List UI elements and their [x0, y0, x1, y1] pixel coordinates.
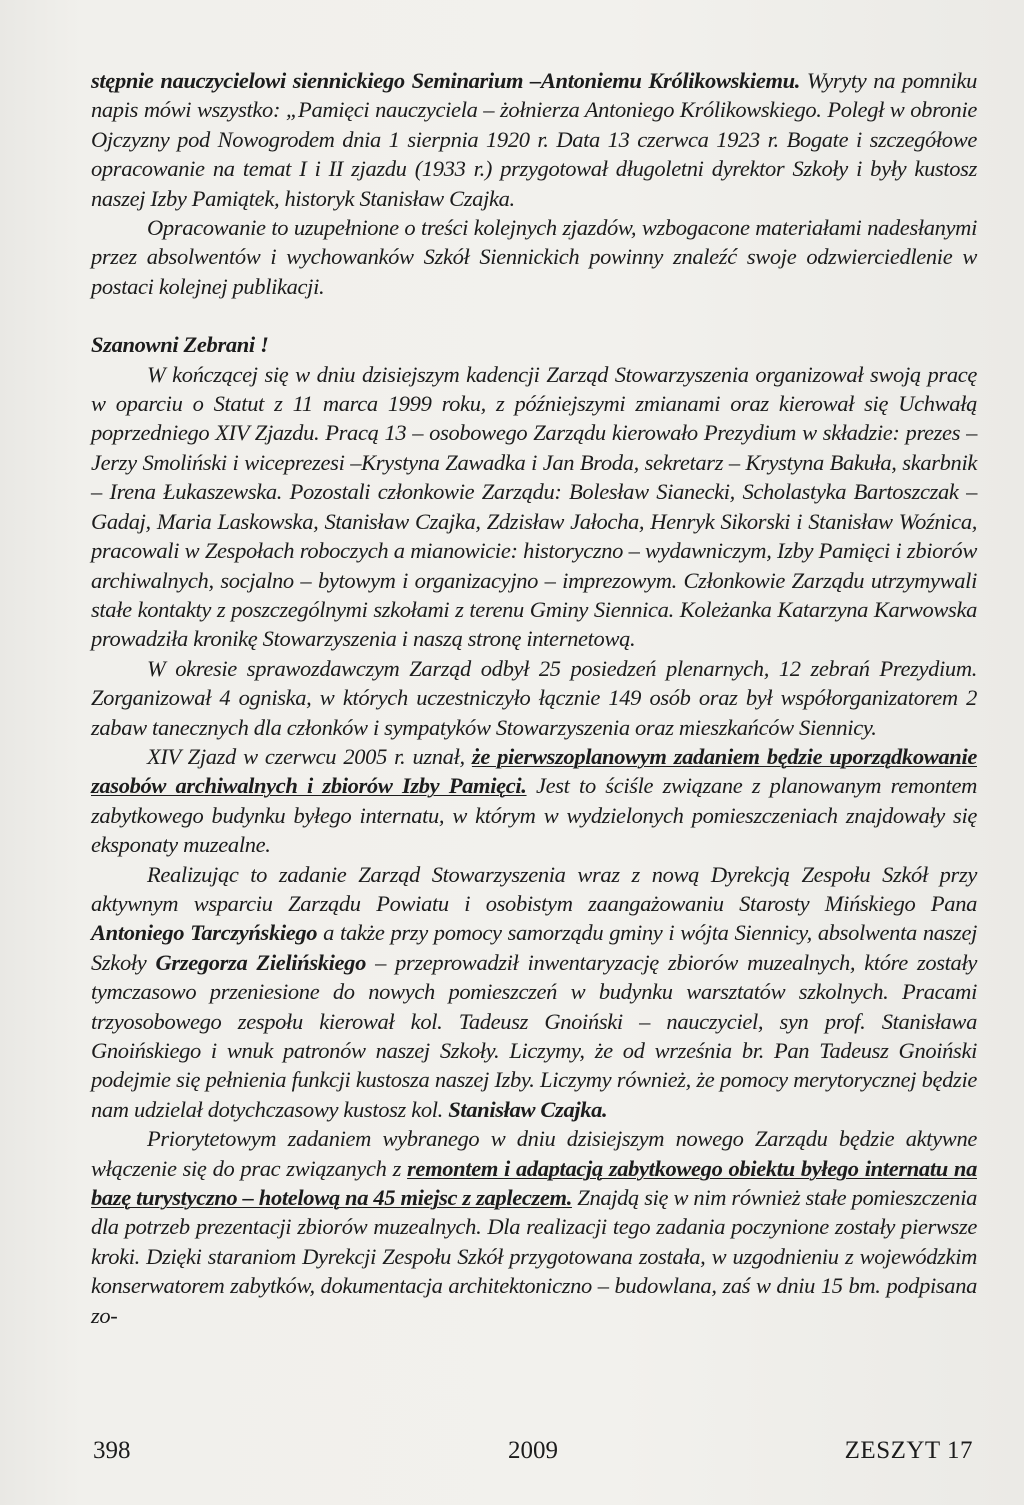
paragraph-p2: [91, 213, 977, 301]
paragraph-p1: [91, 66, 977, 213]
text-run: Realizując to zadanie Zarząd Stowarzyszenia wraz z nową Dyrekcją Zespołu Szkół przy aktywnym wsparciu Zarządu Powiatu i osobistym zaangażowaniu Starosty Mińskiego Pana: [91, 861, 977, 916]
paragraph-p8: [91, 1124, 977, 1330]
paragraph-p5: [91, 654, 977, 742]
footer-year: 2009: [508, 1437, 558, 1464]
paragraph-p7: [91, 860, 977, 1125]
text-run: Priorytetowym zadaniem wybranego w dniu dzisiejszym nowego Zarządu będzie aktywne włączenie się do prac związanych z: [91, 1126, 977, 1181]
bold-text-run: Stanisław Czajka.: [448, 1096, 608, 1122]
paragraph-p4: [91, 360, 977, 654]
page-number: 398: [93, 1437, 131, 1464]
bold-underlined-text-run: że pierwszoplanowym zadaniem będzie uporządkowanie zasobów archiwalnych i zbiorów Izby Pamięci.: [91, 743, 977, 799]
bold-text-run: Grzegorza Zielińskiego: [155, 949, 366, 975]
bold-underlined-text-run: remontem i adaptacją zabytkowego obiektu byłego internatu na bazę turystyczno – hotelową na 45 miejsc z zapleczem.: [91, 1155, 977, 1211]
text-run: W okresie sprawozdawczym Zarząd odbył 25 posiedzeń plenarnych, 12 zebrań Prezydium. Zorganizował 4 ogniska, w których uczestniczyło łącznie 149 osób oraz był współorganizatorem 2 zabaw tanecznych dla członków i sympatyków Stowarzyszenia oraz mieszkańców Siennicy.: [91, 655, 977, 740]
text-run: Jest to ściśle związane z planowanym remontem zabytkowego budynku byłego internatu, w którym w wydzielonych pomieszczeniach znajdowały się eksponaty muzealne.: [91, 773, 977, 858]
text-run: XIV Zjazd w czerwcu 2005 r. uznał,: [147, 743, 472, 769]
text-run: W kończącej się w dniu dzisiejszym kadencji Zarząd Stowarzyszenia organizował swoją pracę w oparciu o Statut z 11 marca 1999 roku, z późniejszymi zmianami oraz kierował się Uchwałą poprzedniego XIV Zjazdu. Pracą 13 – osobowego Zarządu kierowało Prezydium w składzie: prezes – Jerzy Smoliński i wiceprezesi –Krystyna Zawadka i Jan Broda, sekretarz – Krystyna Bakuła, skarbnik – Irena Łukaszewska. Pozostali członkowie Zarządu: Bolesław Sianecki, Scholastyka Bartoszczak – Gadaj, Maria Laskowska, Stanisław Czajka, Zdzisław Jałocha, Henryk Sikorski i Stanisław Woźnica, pracowali w Zespołach roboczych a mianowicie: historyczno – wydawniczym, Izby Pamięci i zbiorów archiwalnych, socjalno – bytowym i organizacyjno – imprezowym. Członkowie Zarządu utrzymywali stałe kontakty z poszczególnymi szkołami z terenu Gminy Siennica. Koleżanka Katarzyna Karwowska prowadziła kronikę Stowarzyszenia i naszą stronę internetową.: [91, 361, 977, 652]
page-footer: [93, 1437, 973, 1471]
text-run: a także przy pomocy samorządu gminy i wójta Siennicy, absolwenta naszej Szkoły: [91, 920, 977, 975]
footer-series: ZESZYT 17: [844, 1437, 973, 1464]
body-text: [91, 66, 977, 1330]
text-run: Opracowanie to uzupełnione o treści kolejnych zjazdów, wzbogacone materiałami nadesłanymi przez absolwentów i wychowanków Szkół Siennickich powinny znaleźć swoje odzwierciedlenie w postaci kolejnej publikacji.: [91, 215, 977, 299]
bold-text-run: Antoniego Tarczyńskiego: [91, 920, 318, 946]
text-run: Wyryty na pomniku napis mówi wszystko: „Pamięci nauczyciela – żołnierza Antoniego Królikowskiego. Poległ w obronie Ojczyzny pod Nowogrodem dnia 1 sierpnia 1920 r. Data 13 czerwca 1923 r. Bogate i szczegółowe opracowanie na temat I i II zjazdu (1933 r.) przygotował długoletni dyrektor Szkoły i były kustosz naszej Izby Pamiątek, historyk Stanisław Czajka.: [91, 68, 977, 211]
bold-text-run: Szanowni Zebrani !: [91, 332, 269, 358]
bold-text-run: stępnie nauczycielowi siennickiego Seminarium –Antoniemu Królikowskiemu.: [91, 68, 801, 93]
text-run: – przeprowadził inwentaryzację zbiorów muzealnych, które zostały tymczasowo przeniesione do nowych pomieszczeń w budynku warsztatów szkolnych. Pracami trzyosobowego zespołu kierował kol. Tadeusz Gnoiński – nauczyciel, syn prof. Stanisława Gnoińskiego i wnuk patronów naszej Szkoły. Liczymy, że od września br. Pan Tadeusz Gnoiński podejmie się pełnienia funkcji kustosza naszej Izby. Liczymy również, że pomocy merytorycznej będzie nam udzielał dotychczasowy kustosz kol.: [91, 949, 977, 1122]
paragraph-p3: [91, 330, 977, 359]
text-run: Znajdą się w nim również stałe pomieszczenia dla potrzeb prezentacji zbiorów muzealnych. Dla realizacji tego zadania poczynione zostały pierwsze kroki. Dzięki staraniom Dyrekcji Zespołu Szkół przygotowana została, w uzgodnieniu z wojewódzkim konserwatorem zabytków, dokumentacja architektoniczno – budowlana, zaś w dniu 15 bm. podpisana zo-: [91, 1185, 978, 1328]
paragraph-p6: [91, 742, 977, 860]
